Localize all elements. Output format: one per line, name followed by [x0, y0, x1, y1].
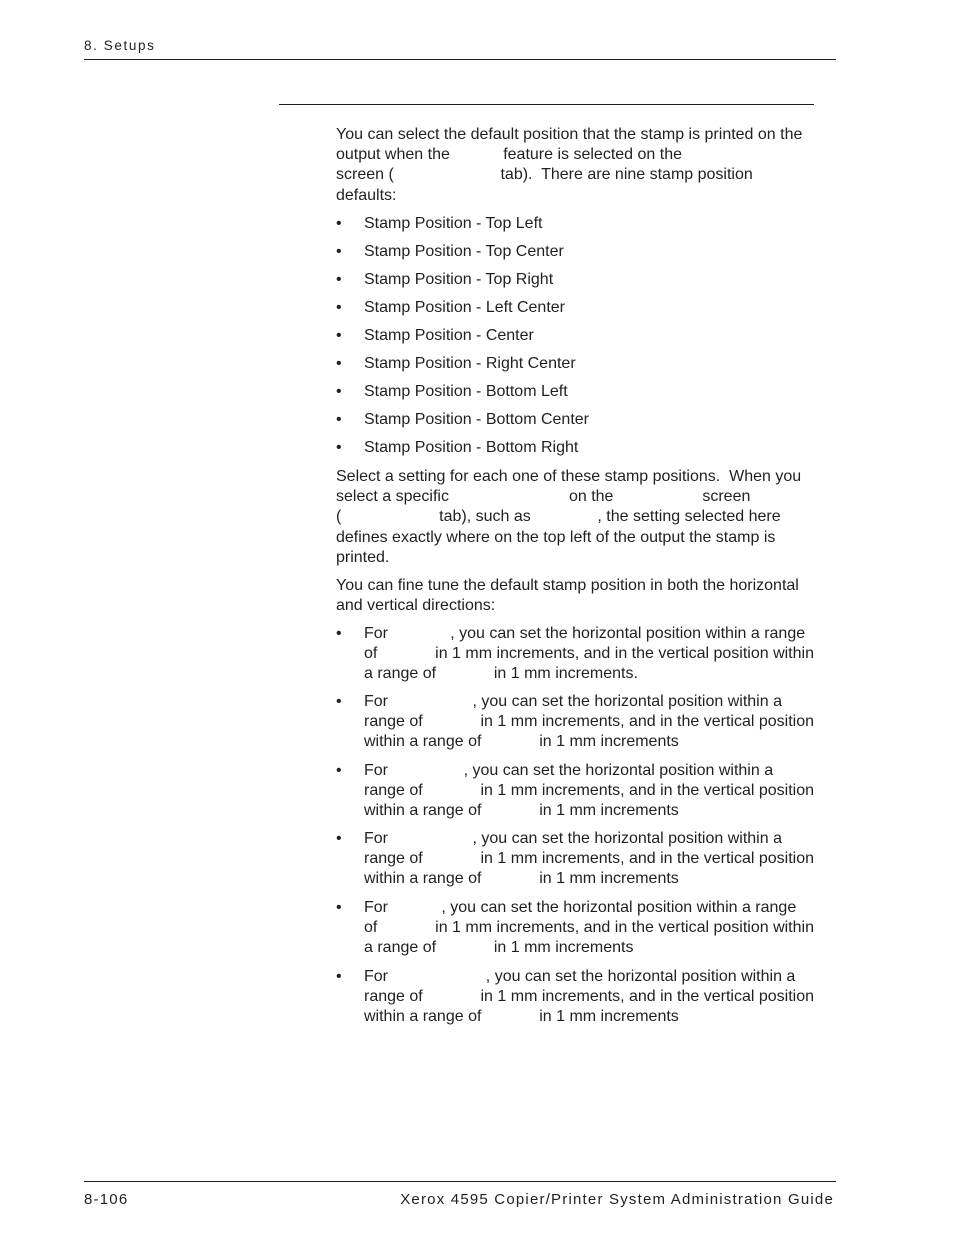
bullet-mark: •	[336, 299, 342, 316]
bullet-mark: •	[336, 383, 342, 400]
text-line: You can fine tune the default stamp position in both the horizontal	[336, 577, 799, 594]
text-line: For , you can set the horizontal position within a	[364, 693, 782, 710]
list-item: Stamp Position - Right Center	[364, 355, 576, 372]
select-paragraph	[336, 467, 836, 568]
text-line: select a specific on the screen	[336, 488, 751, 506]
bullet-mark: •	[336, 411, 342, 428]
text-line: For , you can set the horizontal position within a	[364, 968, 796, 985]
text-line: and vertical directions:	[336, 597, 496, 615]
text-line: For , you can set the horizontal position within a	[364, 830, 782, 847]
list-item	[364, 692, 836, 753]
bullet-mark: •	[336, 968, 342, 985]
bullet-mark: •	[336, 271, 342, 288]
bullet-mark: •	[336, 215, 342, 232]
section-heading-rule	[279, 104, 814, 105]
bullet-mark: •	[336, 355, 342, 372]
text-line: defaults:	[336, 186, 397, 204]
text-line: of in 1 mm increments, and in the vertical position within	[364, 919, 814, 937]
list-item	[364, 898, 836, 959]
bullet-mark: •	[336, 830, 342, 847]
bullet-mark: •	[336, 899, 342, 916]
text-line: ( tab), such as , the setting selected here	[336, 508, 781, 526]
list-item	[364, 761, 836, 822]
intro-paragraph	[336, 125, 836, 206]
text-line: output when the feature is selected on the	[336, 146, 682, 164]
text-line: within a range of in 1 mm increments	[364, 802, 679, 820]
bullet-mark: •	[336, 327, 342, 344]
text-line: within a range of in 1 mm increments	[364, 733, 679, 751]
text-line: a range of in 1 mm increments.	[364, 665, 638, 683]
bullet-mark: •	[336, 762, 342, 779]
footer-rule	[84, 1181, 836, 1182]
list-item: Stamp Position - Top Left	[364, 215, 543, 232]
list-item: Stamp Position - Left Center	[364, 299, 565, 316]
list-item: Stamp Position - Bottom Center	[364, 411, 589, 428]
list-item: Stamp Position - Top Right	[364, 271, 554, 288]
text-line: printed.	[336, 548, 390, 566]
text-line: range of in 1 mm increments, and in the vertical position	[364, 850, 814, 868]
text-line: of in 1 mm increments, and in the vertical position within	[364, 645, 814, 663]
text-line: range of in 1 mm increments, and in the vertical position	[364, 988, 814, 1006]
list-item	[364, 624, 836, 685]
text-line: a range of in 1 mm increments	[364, 939, 634, 957]
text-line: For , you can set the horizontal position within a range	[364, 625, 806, 642]
guide-title: Xerox 4595 Copier/Printer System Administration Guide	[400, 1191, 834, 1208]
list-item: Stamp Position - Bottom Right	[364, 439, 579, 456]
text-line: defines exactly where on the top left of the output the stamp is	[336, 528, 776, 546]
text-line: screen ( tab). There are nine stamp position	[336, 166, 753, 184]
page-number: 8-106	[84, 1191, 129, 1208]
list-item	[364, 967, 836, 1028]
text-line: You can select the default position that the stamp is printed on the	[336, 126, 803, 143]
text-line: range of in 1 mm increments, and in the vertical position	[364, 713, 814, 731]
bullet-mark: •	[336, 439, 342, 456]
text-line: For , you can set the horizontal position within a range	[364, 899, 797, 916]
bullet-mark: •	[336, 625, 342, 642]
list-item: Stamp Position - Bottom Left	[364, 383, 568, 400]
list-item	[364, 829, 836, 890]
text-line: within a range of in 1 mm increments	[364, 870, 679, 888]
text-line: range of in 1 mm increments, and in the vertical position	[364, 782, 814, 800]
finetune-paragraph	[336, 576, 836, 616]
list-item: Stamp Position - Top Center	[364, 243, 564, 260]
text-line: Select a setting for each one of these stamp positions. When you	[336, 468, 802, 485]
text-line: For , you can set the horizontal position within a	[364, 762, 774, 779]
list-item: Stamp Position - Center	[364, 327, 534, 344]
running-header: 8. Setups	[84, 38, 156, 53]
header-rule	[84, 59, 836, 60]
text-line: within a range of in 1 mm increments	[364, 1008, 679, 1026]
bullet-mark: •	[336, 243, 342, 260]
bullet-mark: •	[336, 693, 342, 710]
